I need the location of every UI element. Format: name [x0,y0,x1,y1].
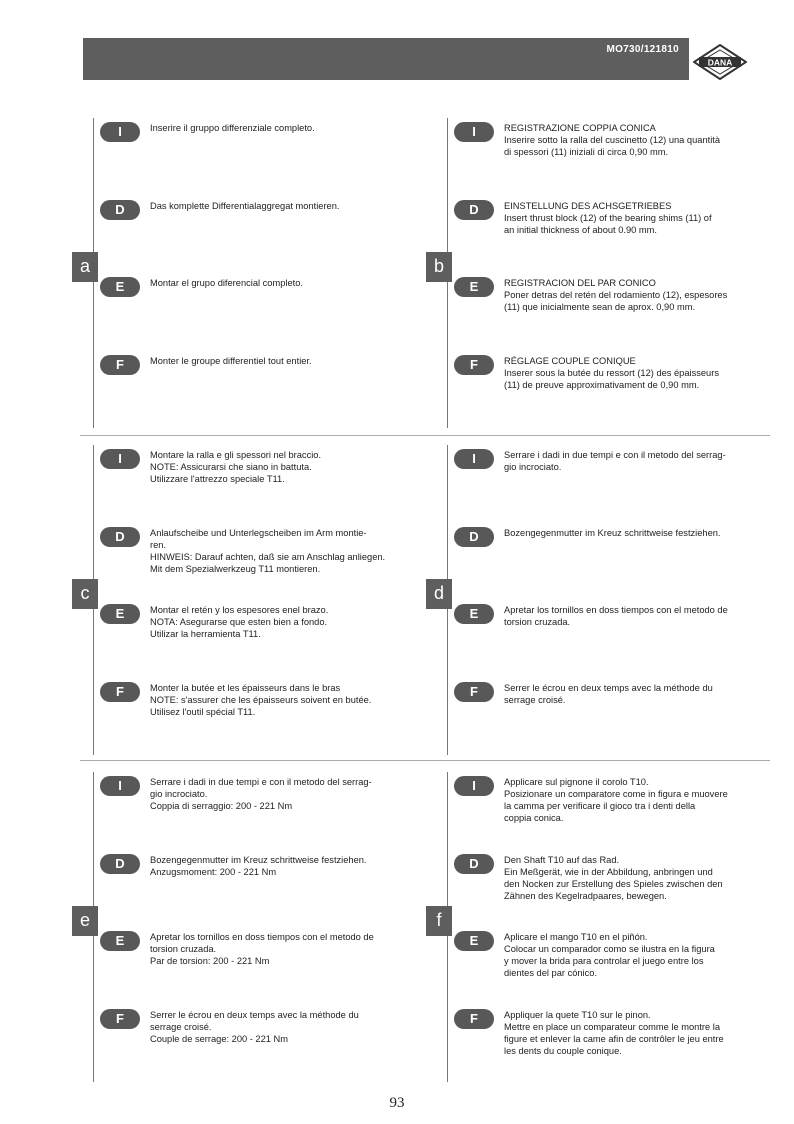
instruction-line: torsion cruzada. [504,617,571,627]
instruction-line: Das komplette Differentialaggregat montieren. [150,200,340,211]
instruction-text [150,277,415,289]
instruction-line: Inserire sotto la ralla del cuscinetto (12) una quantità [504,135,721,145]
document-code: MO730/121810 [606,44,679,55]
language-badge: E [454,931,494,951]
instruction-text [504,200,769,236]
instruction-text [150,1009,415,1045]
instruction-line: Apretar los tornillos en doss tiempos con el metodo de [150,932,374,942]
language-badge: I [100,122,140,142]
instruction-text [150,449,415,485]
instruction-line: y mover la brida para controlar el juego entre los [504,956,704,966]
language-badge: D [100,854,140,874]
instruction-line: RÉGLAGE COUPLE CONIQUE [504,355,636,366]
instruction-text [150,527,415,575]
instruction-text [150,604,415,640]
instruction-text [150,682,415,718]
instruction-text [150,200,415,212]
instruction-text [150,355,415,367]
instruction-line: Posizionare un comparatore come in figura e muovere [504,789,728,799]
instruction-line: Serrare i dadi in due tempi e con il metodo del serrag- [504,450,726,460]
language-badge: E [454,277,494,297]
instruction-line: Bozengegenmutter im Kreuz schrittweise festziehen. [150,854,367,865]
instruction-line: Colocar un comparador como se ilustra en la figura [504,944,715,954]
language-badge: D [100,200,140,220]
instruction-line: di spessori (11) iniziali di circa 0,90 mm. [504,147,669,157]
instruction-line: figure et enlever la came afin de contrôler le jeu entre [504,1033,724,1044]
instruction-text [504,1009,769,1057]
section-letter-a: a [72,252,98,282]
instruction-line: Utilisez l'outil spécial T11. [150,706,256,717]
instruction-line: Den Shaft T10 auf das Rad. [504,854,620,865]
instruction-line: Apretar los tornillos en doss tiempos con el metodo de [504,605,728,615]
instruction-line: Poner detras del retén del rodamiento (12), espesores [504,290,728,300]
language-badge: E [454,604,494,624]
language-badge: F [454,1009,494,1029]
instruction-line: (11) de preuve approximativament de 0,90 mm. [504,379,700,390]
row-divider-2 [80,760,770,761]
row-divider-1 [80,435,770,436]
instruction-text [150,776,415,812]
instruction-line: NOTE: s'assurer che les épaisseurs soivent en butée. [150,694,372,705]
instruction-line: NOTE: Assicurarsi che siano in battuta. [150,462,312,472]
section-letter-e: e [72,906,98,936]
instruction-line: Anlaufscheibe und Unterlegscheiben im Arm montie- [150,527,367,538]
instruction-line: gio incrociato. [504,462,562,472]
instruction-line: Montar el retén y los espesores enel brazo. [150,605,329,615]
instruction-line: REGISTRACION DEL PAR CONICO [504,278,656,288]
instruction-text [504,854,769,902]
instruction-text [150,931,415,967]
language-badge: D [454,200,494,220]
instruction-line: Mit dem Spezialwerkzeug T11 montieren. [150,563,321,574]
instruction-line: HINWEIS: Darauf achten, daß sie am Anschlag anliegen. [150,551,386,562]
section-letter-d: d [426,579,452,609]
instruction-text [150,122,415,134]
instruction-line: coppia conica. [504,813,564,823]
instruction-line: Aplicare el mango T10 en el piñón. [504,932,648,942]
instruction-text [504,122,769,158]
language-badge: F [100,682,140,702]
instruction-text [150,854,415,878]
instruction-line: gio incrociato. [150,789,208,799]
instruction-line: Par de torsion: 200 - 221 Nm [150,956,270,966]
instruction-line: Appliquer la quete T10 sur le pinon. [504,1009,651,1020]
language-badge: I [454,776,494,796]
instruction-line: Inserer sous la butée du ressort (12) des épaisseurs [504,367,719,378]
instruction-line: Couple de serrage: 200 - 221 Nm [150,1033,288,1044]
instruction-line: REGISTRAZIONE COPPIA CONICA [504,123,656,133]
instruction-line: Montare la ralla e gli spessori nel braccio. [150,450,322,460]
language-badge: D [100,527,140,547]
dana-logo-icon [693,44,747,80]
svg-text:DANA: DANA [707,57,733,68]
instruction-line: Anzugsmoment: 200 - 221 Nm [150,866,277,877]
instruction-line: dientes del par cónico. [504,968,598,978]
instruction-text [504,277,769,313]
language-badge: D [454,527,494,547]
instruction-text [504,355,769,391]
instruction-line: Bozengegenmutter im Kreuz schrittweise festziehen. [504,527,721,538]
instruction-text [504,449,769,473]
language-badge: F [100,355,140,375]
instruction-line: Coppia di serraggio: 200 - 221 Nm [150,801,293,811]
instruction-line: an initial thickness of about 0.90 mm. [504,224,657,235]
instruction-line: Serrare i dadi in due tempi e con il metodo del serrag- [150,777,372,787]
instruction-line: Montar el grupo diferencial completo. [150,278,303,288]
language-badge: I [100,449,140,469]
instruction-line: serrage croisé. [150,1021,212,1032]
instruction-line: Monter le groupe differentiel tout entier. [150,355,312,366]
language-badge: I [100,776,140,796]
language-badge: I [454,449,494,469]
instruction-line: ren. [150,539,167,550]
instruction-line: Monter la butée et les épaisseurs dans le bras [150,682,341,693]
section-letter-c: c [72,579,98,609]
language-badge: F [100,1009,140,1029]
instruction-line: les dents du couple conique. [504,1045,622,1056]
instruction-text [504,604,769,628]
instruction-line: Ein Meßgerät, wie in der Abbildung, anbringen und [504,866,713,877]
instruction-line: Utilizar la herramienta T11. [150,629,261,639]
instruction-line: la camma per verificare il gioco tra i denti della [504,801,696,811]
instruction-line: Inserire il gruppo differenziale completo. [150,123,315,133]
instruction-line: EINSTELLUNG DES ACHSGETRIEBES [504,200,672,211]
instruction-line: Mettre en place un comparateur comme le montre la [504,1021,720,1032]
header-bar [83,38,689,80]
instruction-line: serrage croisé. [504,694,566,705]
section-letter-b: b [426,252,452,282]
language-badge: E [100,931,140,951]
section-letter-f: f [426,906,452,936]
language-badge: I [454,122,494,142]
language-badge: E [100,277,140,297]
instruction-line: Insert thrust block (12) of the bearing shims (11) of [504,212,712,223]
instruction-line: NOTA: Asegurarse que esten bien a fondo. [150,617,328,627]
language-badge: E [100,604,140,624]
instruction-text [504,931,769,979]
language-badge: D [454,854,494,874]
instruction-text [504,776,769,824]
instruction-line: Applicare sul pignone il corolo T10. [504,777,649,787]
instruction-line: (11) que inicialmente sean de aprox. 0,90 mm. [504,302,696,312]
language-badge: F [454,682,494,702]
instruction-line: Utilizzare l'attrezzo speciale T11. [150,474,285,484]
instruction-text [504,527,769,539]
instruction-line: Serrer le écrou en deux temps avec la méthode du [504,682,713,693]
instruction-line: Serrer le écrou en deux temps avec la méthode du [150,1009,359,1020]
page-number: 93 [389,1095,405,1111]
instruction-line: torsion cruzada. [150,944,217,954]
language-badge: F [454,355,494,375]
instruction-text [504,682,769,706]
instruction-line: den Nocken zur Erstellung des Spieles zwischen den [504,878,723,889]
instruction-line: Zähnen des Kegelradpaares, bewegen. [504,890,667,901]
